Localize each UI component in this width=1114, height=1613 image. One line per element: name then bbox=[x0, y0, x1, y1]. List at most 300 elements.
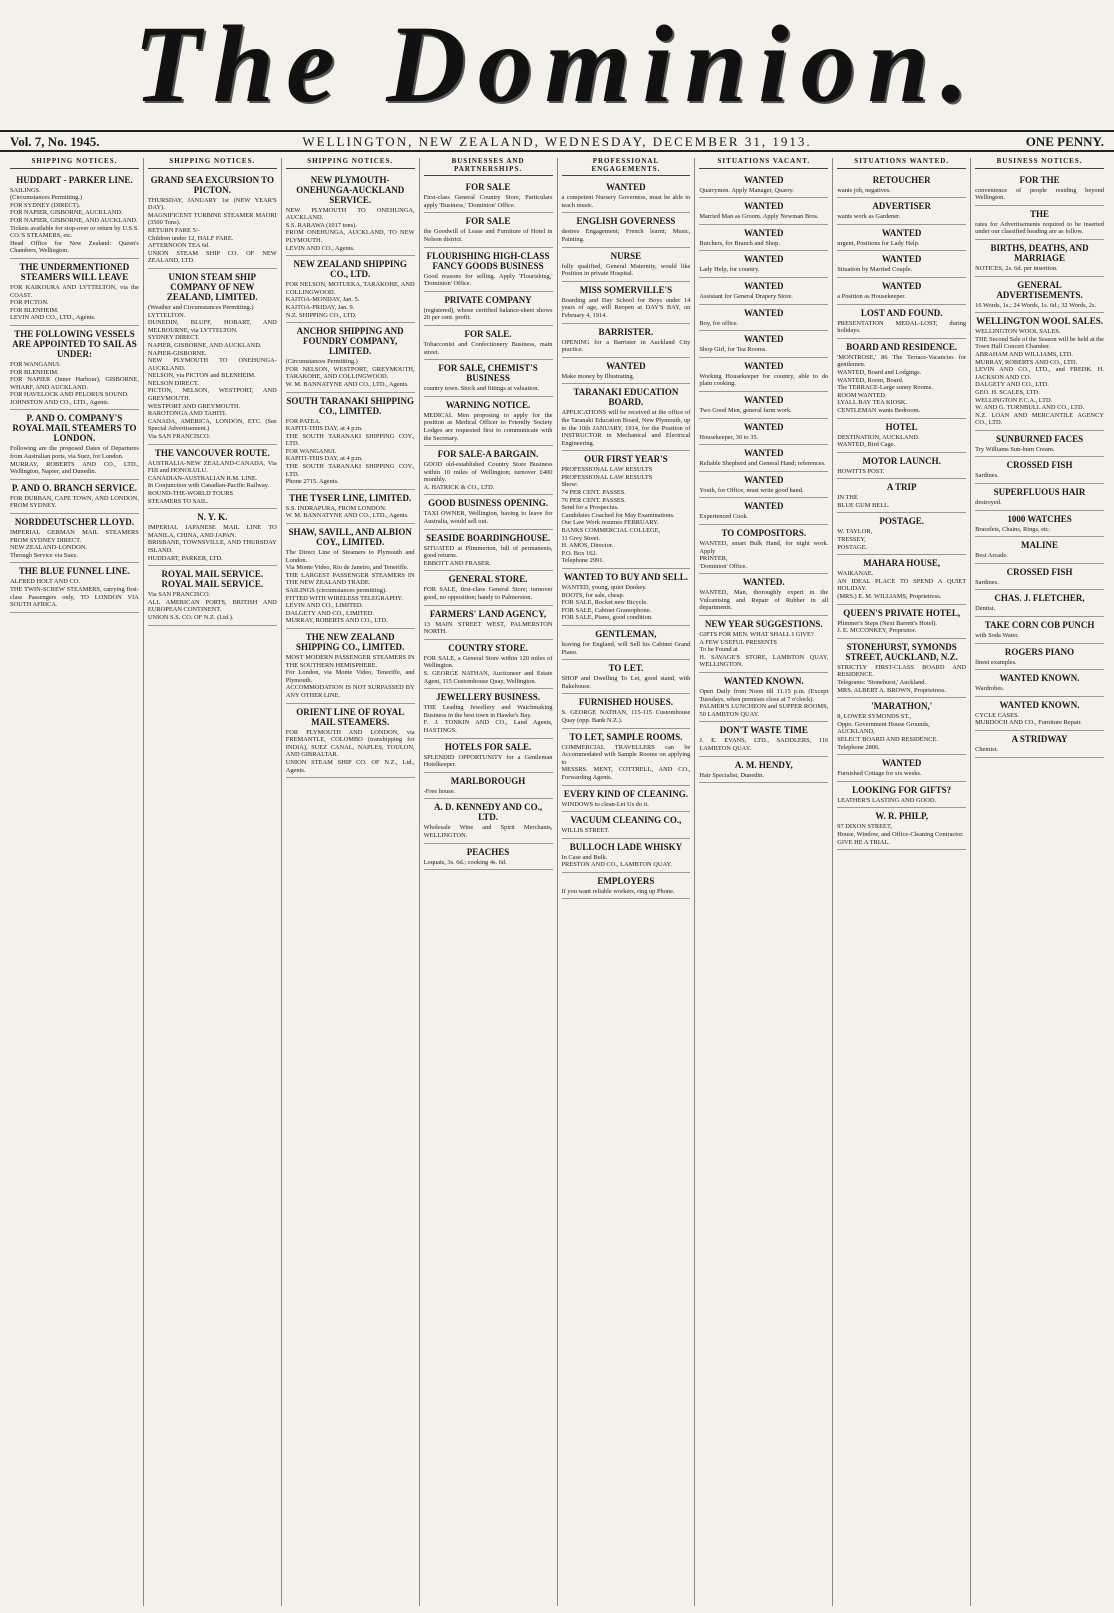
ad-line: THE SOUTH TARANAKI SHIPPING COY., LTD. bbox=[285, 463, 415, 478]
ad-line: POSTAGE. bbox=[837, 543, 868, 551]
ad-line: In Conjunction with Canadian-Pacific Railway. bbox=[147, 482, 270, 490]
ad-line: Wardrobes. bbox=[975, 685, 1005, 693]
ad-title: P. AND O. COMPANY'S ROYAL MAIL STEAMERS TO LONDON. bbox=[12, 413, 137, 444]
ad-line: NOTICES, 2s. 6d. per insertion. bbox=[975, 264, 1058, 272]
ad-line: Our Law Work resumes FEBRUARY. bbox=[561, 519, 659, 527]
ad-title: VACUUM CLEANING CO., bbox=[570, 815, 682, 826]
ad-line: GIFTS FOR MEN. WHAT SHALL I GIVE? bbox=[699, 631, 814, 639]
ad-line: Good reasons for selling. Apply 'Flourishing,' 'Dominion' Office. bbox=[423, 272, 553, 288]
advertisement bbox=[837, 172, 966, 199]
ad-line: J. E. EVANS, LTD., SADDLERS, 116 LAMBTON QUAY. bbox=[699, 737, 829, 752]
ad-line: -Free house. bbox=[423, 787, 456, 795]
advertisement bbox=[286, 490, 415, 524]
advertisement bbox=[699, 419, 828, 446]
ad-line: FOR NAPIER (Inner Harbour), GISBORNE, WHARF, AND AUCKLAND. bbox=[10, 376, 139, 391]
ad-title: BULLOCH LADE WHISKY bbox=[569, 841, 683, 852]
ad-title: ENGLISH GOVERNESS bbox=[576, 216, 676, 227]
ad-line: UNION STEAM SHIP CO. OF N.Z., Ltd., Agents. bbox=[285, 758, 415, 774]
advertisement bbox=[424, 606, 553, 640]
ad-title: WANTED bbox=[744, 174, 784, 185]
ad-title: CROSSED FISH bbox=[1006, 460, 1073, 471]
advertisement bbox=[837, 513, 966, 555]
ad-line: GIVE HE A TRIAL. bbox=[837, 838, 891, 846]
ad-title: WANTED TO BUY AND SELL. bbox=[563, 572, 688, 582]
ad-line: Sardines. bbox=[975, 578, 999, 586]
ad-title: FOR SALE bbox=[465, 182, 511, 193]
ad-title: 1000 WATCHES bbox=[1007, 513, 1072, 524]
ad-title: ROYAL MAIL SERVICE. ROYAL MAIL SERVICE. bbox=[161, 569, 264, 590]
ad-title: NEW ZEALAND SHIPPING CO., LTD. bbox=[293, 259, 407, 280]
ad-title: PEACHES bbox=[466, 846, 510, 857]
ad-title: THE VANCOUVER ROUTE. bbox=[154, 447, 270, 458]
ad-line: Through Service via Suez. bbox=[10, 551, 78, 559]
ad-title: THE UNDERMENTIONED STEAMERS WILL LEAVE bbox=[19, 261, 130, 282]
ad-line: FOR SALE, Rocket new Bicycle. bbox=[561, 599, 648, 607]
ad-title: A. D. KENNEDY AND CO., LTD. bbox=[433, 802, 543, 823]
ad-line: PRESTON AND CO., LAMBTON QUAY. bbox=[561, 861, 672, 869]
advertisement bbox=[562, 384, 691, 451]
ad-line: OPENING for a Barrister in Auckland City practice. bbox=[561, 338, 691, 354]
ad-line: Try Williams Sun-burn Cream. bbox=[975, 445, 1055, 453]
ad-line: AUSTRALIA-NEW ZEALAND-CANADA, Via FIJI and HONOLULU. bbox=[147, 459, 277, 475]
ad-line: Children under 12, HALF FARE. bbox=[147, 234, 234, 242]
advertisement bbox=[975, 644, 1104, 671]
ad-line: KAITOA-MONDAY, Jan. 5. bbox=[285, 296, 360, 304]
ad-title: TO LET. bbox=[608, 663, 644, 674]
advertisement bbox=[286, 393, 415, 490]
ad-line: J. E. MCCONKEY, Proprietor. bbox=[837, 627, 917, 635]
advertisement bbox=[424, 248, 553, 292]
advertisement bbox=[562, 660, 691, 694]
ad-line: LYALL BAY TEA KIOSK. bbox=[837, 399, 908, 407]
ad-title: THE FOLLOWING VESSELS ARE APPOINTED TO SAIL AS UNDER: bbox=[12, 328, 137, 359]
ad-title: GENERAL ADVERTISEMENTS. bbox=[996, 279, 1083, 300]
column-heading: SHIPPING NOTICES. bbox=[10, 158, 139, 169]
ad-line: finest examples. bbox=[975, 658, 1017, 666]
advertisement bbox=[424, 530, 553, 572]
ad-line: S.S. RARAWA (1017 tons). bbox=[285, 221, 357, 229]
ad-line: LEVIN AND CO., LIMITED. bbox=[285, 602, 364, 610]
ad-line: Quarrymen. Apply Manager, Quarry. bbox=[699, 186, 794, 194]
advertisement bbox=[699, 525, 828, 574]
advertisement bbox=[837, 605, 966, 639]
column-7 bbox=[833, 158, 971, 1606]
ad-line: FOR NAPIER, GISBORNE, AUCKLAND. bbox=[10, 209, 123, 217]
ad-line: WANTED, Board and Lodgings. bbox=[837, 368, 922, 376]
ad-line: N.Z. SHIPPING CO., LTD. bbox=[285, 311, 357, 319]
advertisement bbox=[975, 277, 1104, 314]
ad-line: (Circumstances Permitting.) bbox=[10, 194, 83, 202]
advertisement bbox=[975, 564, 1104, 591]
advertisement bbox=[837, 808, 966, 850]
ad-line: (registered), whose certified balance-sheet shows 20 per cent. profit. bbox=[423, 306, 553, 322]
advertisement bbox=[424, 689, 553, 738]
ad-line: H. SAVAGE'S STORE, LAMBTON QUAY, WELLINGTON. bbox=[699, 653, 829, 669]
ad-title: WANTED. bbox=[742, 577, 785, 588]
advertisement bbox=[10, 410, 139, 479]
advertisement bbox=[975, 457, 1104, 484]
ad-line: Married Man as Groom. Apply Newman Bros. bbox=[699, 213, 819, 221]
ad-line: If you want reliable workers, ring up Phone. bbox=[561, 887, 675, 895]
advertisement bbox=[562, 324, 691, 358]
advertisement bbox=[837, 755, 966, 782]
ad-line: convenience of people residing beyond Wellington. bbox=[975, 186, 1104, 202]
ad-title: SOUTH TARANAKI SHIPPING CO., LIMITED. bbox=[286, 395, 415, 416]
ad-line: ACCOMMODATION IS NOT SURPASSED BY ANY OTHER LINE. bbox=[285, 684, 415, 699]
ad-title: WANTED bbox=[744, 201, 784, 212]
ad-line: Via Monte Video, Rio de Janeiro, and Teneriffe. bbox=[285, 564, 409, 572]
ad-line: CANADA, AMERICA, LONDON, ETC. (See Special Advertisement.) bbox=[147, 417, 277, 433]
ad-line: Boy, for office. bbox=[699, 319, 739, 327]
ad-line: leaving for England, will Sell his Cabinet Grand Piano. bbox=[561, 640, 691, 656]
ad-title: WELLINGTON WOOL SALES. bbox=[976, 316, 1104, 327]
ad-line: MURRAY, ROBERTS AND CO., LTD. bbox=[285, 617, 388, 625]
ad-line: FOR SALE, Cabinet Gramophone. bbox=[561, 606, 652, 614]
advertisement bbox=[424, 844, 553, 871]
ad-line: PALMER'S LUNCHEON and SUPPER ROOMS, 50 LAMBTON QUAY. bbox=[699, 703, 829, 718]
ad-line: ALFRED HOLT AND CO. bbox=[10, 578, 80, 586]
ad-line: MOST MODERN PASSENGER STEAMERS IN THE SOUTHERN HEMISPHERE. bbox=[285, 653, 415, 669]
ad-line: wants job, negatives. bbox=[837, 186, 891, 194]
advertisement bbox=[837, 639, 966, 698]
ad-line: N.Z. LOAN AND MERCANTILE AGENCY CO., LTD. bbox=[975, 411, 1104, 427]
ad-title: CROSSED FISH bbox=[1006, 566, 1073, 577]
ad-line: FOR PLYMOUTH AND LONDON, via FREMANTLE, COLOMBO (transhipping for INDIA), SUEZ CANAL, NAPLES, TOULON, AND GIBRALTAR. bbox=[285, 728, 415, 759]
ad-line: KAPITI-THIS DAY, at 4 p.m. bbox=[285, 425, 363, 433]
ad-line: NEW PLYMOUTH TO ONEHUNGA, AUCKLAND. bbox=[285, 206, 415, 222]
advertisement bbox=[699, 616, 828, 673]
ad-title: CHAS. J. FLETCHER, bbox=[994, 593, 1085, 604]
ad-line: 76 PER CENT. PASSES. bbox=[561, 496, 626, 504]
ad-line: DALGETY AND CO., LIMITED. bbox=[285, 609, 374, 617]
ad-line: Two Good Men, general farm work. bbox=[699, 406, 792, 414]
ad-line: TAXI OWNER, Wellington, having to leave for Australia, would sell out. bbox=[423, 510, 553, 526]
ad-line: GEO. H. SCALES, LTD. bbox=[975, 388, 1040, 396]
ad-title: TARANAKI EDUCATION BOARD. bbox=[573, 387, 679, 408]
ad-title: WANTED KNOWN. bbox=[999, 699, 1080, 710]
column-4 bbox=[420, 158, 558, 1606]
ad-line: Dentist. bbox=[975, 605, 996, 613]
ad-line: Situation by Married Couple. bbox=[837, 266, 913, 274]
ad-title: N. Y. K. bbox=[197, 512, 228, 523]
column-heading: PROFESSIONAL ENGAGEMENTS. bbox=[562, 158, 691, 176]
ad-title: POSTAGE. bbox=[879, 516, 924, 527]
ad-line: rates for Advertisements required to be inserted under our classified heading are as follow. bbox=[975, 220, 1104, 236]
ad-line: 74 PER CENT. PASSES. bbox=[561, 489, 626, 497]
ad-title: WARNING NOTICE. bbox=[445, 399, 531, 410]
ad-line: HUDDART, PARKER, LTD. bbox=[147, 554, 223, 562]
advertisement bbox=[286, 256, 415, 323]
ad-line: A FEW USEFUL PRESENTS bbox=[699, 638, 777, 646]
ad-title: WANTED bbox=[881, 758, 922, 769]
ad-line: Via SAN FRANCISCO. bbox=[147, 433, 211, 441]
ad-title: RETOUCHER bbox=[872, 174, 931, 185]
ad-line: JOHNSTON AND CO., LTD., Agents. bbox=[10, 398, 110, 406]
ad-line: wants work as Gardener. bbox=[837, 213, 901, 221]
ad-line: Open Daily from Noon till 11.15 p.m. (Except Tuesdays, when premises close at 7 o'clock). bbox=[699, 688, 829, 703]
advertisement bbox=[975, 172, 1104, 206]
advertisement bbox=[837, 698, 966, 755]
advertisement bbox=[424, 360, 553, 397]
ad-line: Head Office for New Zealand: Queen's Chambers, Wellington. bbox=[10, 239, 139, 255]
ad-title: GENTLEMAN, bbox=[595, 628, 657, 639]
advertisement bbox=[562, 282, 691, 324]
ad-line: 'Dominion' Office. bbox=[699, 562, 747, 570]
advertisement bbox=[562, 569, 691, 626]
ad-line: GOOD old-established Country Store Business within 10 miles of Wellington; turnover £400 monthly. bbox=[423, 461, 553, 484]
advertisement bbox=[837, 225, 966, 252]
advertisement bbox=[699, 472, 828, 499]
ad-line: PICTON, NELSON, WESTPORT, AND GREYMOUTH. bbox=[147, 387, 277, 403]
ad-line: CYCLE CASES. bbox=[975, 711, 1020, 719]
ad-line: NELSON, via PICTON and BLENHEIM. bbox=[147, 372, 256, 380]
ad-line: THE Leading Jewellery and Watchmaking Business in the best town in Hawke's Bay. bbox=[423, 704, 553, 719]
advertisement bbox=[975, 313, 1104, 431]
ad-line: Make money by Illustrating. bbox=[561, 372, 635, 380]
ad-line: Sardines. bbox=[975, 472, 999, 480]
advertisement bbox=[699, 673, 828, 722]
ad-title: BIRTHS, DEATHS, AND MARRIAGE bbox=[990, 242, 1089, 263]
ad-title: FLOURISHING HIGH-CLASS FANCY GOODS BUSINESS bbox=[426, 250, 550, 271]
ad-title: MISS SOMERVILLE'S bbox=[579, 284, 673, 295]
advertisement bbox=[837, 278, 966, 305]
advertisement bbox=[837, 555, 966, 604]
ad-line: FOR NAPIER, GISBORNE, AND AUCKLAND. bbox=[10, 216, 138, 224]
advertisement bbox=[699, 172, 828, 199]
ad-line: a Position as Housekeeper. bbox=[837, 292, 906, 300]
advertisement bbox=[837, 479, 966, 513]
ad-title: WANTED bbox=[881, 254, 922, 265]
ad-title: SUPERFLUOUS HAIR bbox=[993, 487, 1086, 498]
ad-line: S. GEORGE NATHAN, Auctioneer and Estate Agent, 115 Customhouse Quay, Wellington. bbox=[423, 670, 553, 685]
ad-title: TAKE CORN COB PUNCH bbox=[984, 620, 1095, 631]
advertisement bbox=[424, 292, 553, 326]
advertisement bbox=[10, 480, 139, 514]
ad-line: IMPERIAL GERMAN MAIL STEAMERS FROM SYDNEY DIRECT. bbox=[10, 529, 139, 544]
ad-line: Phone 2715. Agents. bbox=[285, 478, 339, 486]
ad-line: LEATHER'S LASTING AND GOOD. bbox=[837, 796, 937, 804]
ad-line: S.S. INDRAPURA, FROM LONDON. bbox=[285, 504, 387, 512]
ad-line: BANKS COMMERCIAL COLLEGE, bbox=[561, 527, 661, 535]
ad-title: WANTED bbox=[744, 360, 784, 371]
advertisement bbox=[699, 392, 828, 419]
advertisement bbox=[148, 445, 277, 510]
ad-line: Following are the proposed Dates of Departures from Australian ports, via Suez, for London. bbox=[10, 445, 139, 461]
ad-title: WANTED bbox=[606, 182, 646, 193]
ad-title: MARLBOROUGH bbox=[450, 775, 526, 786]
ad-line: SHOP and Dwelling To Let, good stand, with Bakehouse. bbox=[561, 675, 691, 690]
ad-title: ANCHOR SHIPPING AND FOUNDRY COMPANY, LIMITED. bbox=[296, 326, 404, 357]
advertisement bbox=[10, 563, 139, 612]
advertisement bbox=[424, 326, 553, 360]
advertisement bbox=[699, 358, 828, 392]
ad-line: WANTED, Bird Cage. bbox=[837, 441, 896, 449]
ad-title: WANTED bbox=[744, 280, 784, 291]
ad-title: W. R. PHILP, bbox=[875, 811, 928, 822]
ad-line: Wholesale Wine and Spirit Merchants, WELLINGTON. bbox=[423, 824, 553, 839]
ad-title: COUNTRY STORE. bbox=[448, 642, 528, 653]
ad-title: FURNISHED HOUSES. bbox=[578, 697, 673, 708]
column-heading: SHIPPING NOTICES. bbox=[148, 158, 277, 169]
advertisement bbox=[148, 269, 277, 445]
ad-title: THE TYSER LINE, LIMITED. bbox=[289, 492, 412, 503]
ad-line: Lady Help, for country. bbox=[699, 266, 760, 274]
ad-line: Butchers, for Branch and Shop. bbox=[699, 239, 780, 247]
ad-line: FOR PATEA. bbox=[285, 417, 321, 425]
ad-line: FOR NELSON, MOTUEKA, TARAKOHE, AND COLLINGWOOD. bbox=[285, 281, 415, 296]
ad-line: THE LARGEST PASSENGER STEAMERS IN THE NEW ZEALAND TRADE. bbox=[285, 571, 415, 587]
ad-line: Telephone 2806. bbox=[837, 743, 880, 751]
column-heading: BUSINESSES AND PARTNERSHIPS. bbox=[424, 158, 553, 176]
ad-line: COMMERCIAL TRAVELLERS can be Accommodated with Sample Rooms on applying to bbox=[561, 743, 691, 766]
ad-line: 13 MAIN STREET WEST, PALMERSTON NORTH. bbox=[423, 620, 553, 636]
ad-line: FOR WANGANUI. bbox=[285, 447, 337, 455]
ad-line: House, Window, and Office-Cleaning Contractor. bbox=[837, 830, 964, 838]
price: ONE PENNY. bbox=[1025, 134, 1104, 149]
ad-line: W. M. BANNATYNE AND CO., LTD., Agents. bbox=[285, 512, 409, 520]
ad-line: FOR HAVELOCK AND PELORUS SOUND. bbox=[10, 391, 129, 399]
advertisement bbox=[699, 198, 828, 225]
ad-line: STRICTLY FIRST-CLASS BOARD AND RESIDENCE. bbox=[837, 663, 967, 679]
ad-title: SEASIDE BOARDINGHOUSE. bbox=[426, 532, 551, 543]
advertisement bbox=[148, 172, 277, 269]
ad-title: OUR FIRST YEAR'S bbox=[584, 454, 668, 465]
ad-line: Best Arcade. bbox=[975, 552, 1008, 560]
ad-line: Show: bbox=[561, 481, 578, 489]
ad-line: STEAMERS TO SAIL. bbox=[147, 497, 209, 505]
ad-line: UNION STEAM SHIP CO. OF NEW ZEALAND, LTD. bbox=[147, 249, 277, 265]
ad-line: Tobacconist and Confectionery Business, main street. bbox=[423, 340, 553, 356]
advertisement bbox=[562, 786, 691, 813]
ad-title: FOR SALE. bbox=[464, 328, 512, 339]
advertisement bbox=[562, 213, 691, 247]
ad-line: LYTTELTON. bbox=[147, 311, 186, 319]
ad-title: HUDDART - PARKER LINE. bbox=[16, 174, 133, 185]
ad-line: APPLICATIONS will be received at the office of the Taranaki Education Board, New Plymouth, up to the 10th JANUARY, 1914, for the Position of INSTRUCTOR in Mechanical and Electrical Engineering. bbox=[561, 409, 691, 447]
advertisement bbox=[975, 670, 1104, 697]
ad-line: WANTED, young, quiet Donkey. bbox=[561, 584, 647, 591]
advertisement bbox=[286, 172, 415, 257]
ad-line: FOR BLENHEIM. bbox=[10, 368, 59, 376]
advertisement bbox=[286, 629, 415, 704]
ad-title: NORDDEUTSCHER LLOYD. bbox=[14, 517, 134, 528]
ad-line: BRISBANE, TOWNSVILLE, AND THURSDAY ISLAND. bbox=[147, 539, 277, 554]
ad-line: BOOTS, for sale, cheap. bbox=[561, 591, 625, 599]
advertisement bbox=[837, 419, 966, 453]
ad-title: WANTED KNOWN. bbox=[999, 673, 1080, 684]
ad-line: PRINTER, bbox=[699, 555, 728, 563]
ad-line: UNION S.S. CO. OF N.Z. (Ltd.). bbox=[147, 613, 234, 621]
ad-title: TO LET, SAMPLE ROOMS. bbox=[569, 731, 683, 742]
ad-line: F. J. TONKIN AND CO., Land Agents, HASTINGS. bbox=[423, 719, 553, 734]
ad-title: ADVERTISER bbox=[872, 201, 932, 212]
ad-title: MALINE bbox=[1021, 540, 1059, 551]
ad-line: S. GEORGE NATHAN, 115-115 Customhouse Quay (opp. Bank N.Z.). bbox=[561, 709, 691, 724]
advertisement bbox=[975, 617, 1104, 644]
ad-line: SELECT BOARD AND RESIDENCE. bbox=[837, 735, 938, 743]
advertisement bbox=[837, 305, 966, 339]
ad-line: H. AMOS, Director. bbox=[561, 542, 614, 550]
ad-title: GRAND SEA EXCURSION TO PICTON. bbox=[150, 174, 275, 195]
ad-title: QUEEN'S PRIVATE HOTEL, bbox=[843, 607, 961, 618]
ad-line: SYDNEY DIRECT. bbox=[147, 334, 200, 342]
column-3 bbox=[282, 158, 420, 1606]
ad-line: EBBOTT AND FRASER. bbox=[423, 559, 491, 567]
column-heading: SITUATIONS WANTED. bbox=[837, 158, 966, 169]
ad-title: FOR SALE bbox=[465, 216, 511, 227]
newspaper-title: The Dominion. bbox=[133, 3, 981, 125]
ad-line: NEW ZEALAND-LONDON. bbox=[10, 544, 87, 552]
ad-line: DALGETY AND CO., LTD. bbox=[975, 381, 1049, 389]
ad-line: WELLINGTON WOOL SALES. bbox=[975, 328, 1061, 336]
ad-line: To be Found at bbox=[699, 646, 738, 654]
ad-line: MURRAY, ROBERTS AND CO., LTD., Wellington, Napier, and Dunedin. bbox=[10, 460, 139, 476]
advertisement bbox=[975, 240, 1104, 277]
advertisement bbox=[699, 498, 828, 525]
ad-line: FOR WANGANUI. bbox=[10, 360, 61, 368]
ad-line: P.O. Box 162. bbox=[561, 549, 598, 557]
advertisement bbox=[975, 484, 1104, 511]
advertisement bbox=[10, 514, 139, 563]
ad-line: Experienced Cook. bbox=[699, 513, 749, 521]
ad-line: (Circumstances Permitting.) bbox=[285, 358, 358, 366]
advertisement bbox=[424, 397, 553, 446]
advertisement bbox=[699, 305, 828, 332]
ad-line: FOR BLENHEIM. bbox=[10, 306, 59, 314]
advertisement bbox=[975, 511, 1104, 538]
advertisement bbox=[10, 326, 139, 411]
column-2 bbox=[144, 158, 282, 1606]
ad-title: DON'T WASTE TIME bbox=[719, 725, 808, 736]
advertisement bbox=[424, 739, 553, 773]
advertisement bbox=[148, 509, 277, 566]
ad-title: BARRISTER. bbox=[598, 326, 654, 337]
ad-line: RAROTONGA AND TAHITI. bbox=[147, 410, 227, 418]
advertisement bbox=[286, 704, 415, 779]
ad-line: Send for a Prospectus. bbox=[561, 504, 619, 512]
ad-title: ROGERS PIANO bbox=[1004, 646, 1075, 657]
column-heading: SHIPPING NOTICES. bbox=[286, 158, 415, 169]
ad-line: WANTED, Man, thoroughly expert in the Vulcanising and Repair of Rubber in all departments. bbox=[699, 589, 829, 612]
advertisement bbox=[562, 451, 691, 569]
advertisement bbox=[699, 757, 828, 784]
advertisement bbox=[286, 524, 415, 629]
advertisement bbox=[148, 566, 277, 625]
newspaper-columns bbox=[6, 158, 1108, 1606]
ad-line: (Weather and Circumstances Permitting.) bbox=[147, 303, 254, 311]
ad-title: NEW YEAR SUGGESTIONS. bbox=[704, 619, 823, 630]
ad-line: Youth, for Office, must write good hand. bbox=[699, 486, 804, 494]
ad-line: ROUND-THE-WORLD TOURS bbox=[147, 490, 234, 497]
volume-number: Vol. 7, No. 1945. bbox=[10, 134, 100, 149]
advertisement bbox=[975, 731, 1104, 758]
ad-title: WANTED bbox=[744, 448, 784, 459]
ad-line: Shop Girl, for Tea Rooms. bbox=[699, 346, 767, 354]
ad-line: PROFESSIONAL LAW RESULTS bbox=[561, 473, 653, 481]
ad-title: THE NEW ZEALAND SHIPPING CO., LIMITED. bbox=[296, 631, 405, 652]
ad-line: CANADIAN-AUSTRALIAN R.M. LINE. bbox=[147, 474, 258, 482]
column-6 bbox=[695, 158, 833, 1606]
ad-line: Working Housekeeper for country, able to do plain cooking. bbox=[699, 372, 829, 388]
ad-line: TRESSEY, bbox=[837, 536, 866, 544]
ad-line: KAPITI-THIS DAY, at 4 p.m. bbox=[285, 455, 363, 463]
advertisement bbox=[562, 873, 691, 900]
ad-line: Bracelets, Chains, Rings, etc. bbox=[975, 525, 1051, 533]
ad-line: NAPIER-GISBORNE. bbox=[147, 349, 207, 357]
advertisement bbox=[562, 179, 691, 213]
ad-line: IMPERIAL JAPANESE MAIL LINE TO MANILA, CHINA, AND JAPAN. bbox=[147, 524, 277, 539]
column-5 bbox=[558, 158, 696, 1606]
